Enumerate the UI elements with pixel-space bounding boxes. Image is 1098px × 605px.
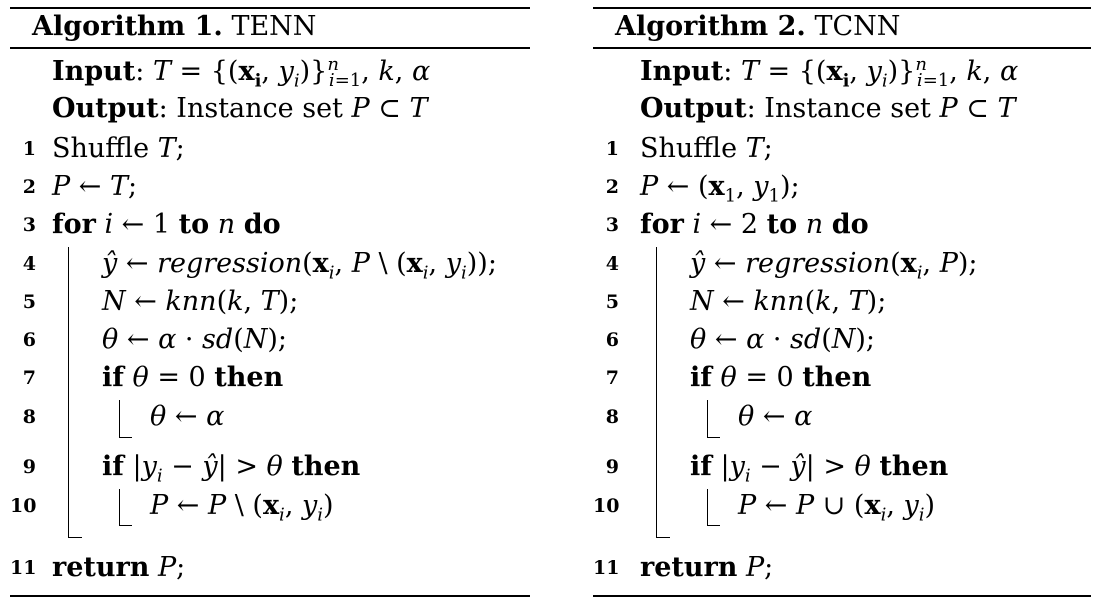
algorithm-line: if θ = 0 then	[690, 362, 872, 393]
if-block-foot	[707, 525, 720, 526]
algorithm-line: for i ← 2 to n do	[640, 209, 869, 240]
if-block-bar	[119, 400, 120, 437]
title-rule	[10, 47, 530, 49]
algorithm-line: return P;	[640, 552, 774, 583]
algorithm-line: return P;	[52, 552, 186, 583]
if-block-foot	[119, 525, 132, 526]
if-block-bar	[707, 400, 708, 437]
line-number: 1	[22, 138, 36, 160]
line-number: 4	[22, 253, 36, 275]
for-block-bar	[656, 247, 657, 537]
bottom-rule	[593, 595, 1091, 597]
line-number: 9	[22, 456, 36, 478]
algorithm-line: ŷ ← $regression(x_i$, P \ ($x_i$, $y_i$));	[102, 248, 497, 284]
title-rule	[593, 47, 1091, 49]
algorithm-line: for i ← 1 to n do	[52, 209, 281, 240]
algorithm-line: P ← T;	[52, 171, 138, 202]
line-number: 11	[593, 557, 620, 579]
if-block-bar	[707, 489, 708, 525]
line-number: 11	[10, 557, 37, 579]
line-number: 5	[605, 291, 619, 313]
algorithm-line: if $|y_i$ − ŷ| > θ then	[102, 451, 361, 487]
line-number: 8	[605, 406, 619, 428]
line-number: 6	[22, 329, 36, 351]
algorithm-title: Algorithm 1. TENN	[32, 11, 317, 42]
input-line: Input: $T = \{(x_i$, $y_i)\}^n_{i=1}$, k, α	[640, 54, 1019, 92]
line-number: 4	[605, 253, 619, 275]
output-line: Output: Instance set P ⊂ T	[640, 93, 1016, 124]
algorithm-line: N ← knn(k, T);	[102, 286, 299, 317]
line-number: 3	[22, 214, 36, 236]
for-block-foot	[656, 537, 670, 538]
algorithm-line: θ ← α · sd(N);	[690, 324, 875, 355]
if-block-bar	[119, 489, 120, 525]
output-line: Output: Instance set P ⊂ T	[52, 93, 428, 124]
algorithm-line: P ← ($x_1$, $y_1$);	[640, 171, 800, 207]
line-number: 1	[605, 138, 619, 160]
algorithm-line: θ ← α	[738, 401, 813, 432]
for-block-bar	[68, 247, 69, 537]
line-number: 3	[605, 214, 619, 236]
line-number: 8	[22, 406, 36, 428]
algorithm-1-box	[10, 0, 530, 605]
line-number: 2	[605, 176, 619, 198]
if-block-foot	[707, 437, 720, 438]
algorithm-line: N ← knn(k, T);	[690, 286, 887, 317]
line-number: 10	[593, 495, 620, 517]
algorithm-line: θ ← α	[150, 401, 225, 432]
algorithm-2-box	[593, 0, 1091, 605]
algorithm-line: Shuffle T;	[640, 133, 773, 164]
line-number: 7	[22, 367, 36, 389]
line-number: 10	[10, 495, 37, 517]
line-number: 9	[605, 456, 619, 478]
line-number: 7	[605, 367, 619, 389]
line-number: 5	[22, 291, 36, 313]
algorithm-line: Shuffle T;	[52, 133, 185, 164]
algorithm-line: θ ← α · sd(N);	[102, 324, 287, 355]
input-line: Input: $T = \{(x_i$, $y_i)\}^n_{i=1}$, k, α	[52, 54, 431, 92]
for-block-foot	[68, 537, 82, 538]
algorithm-title: Algorithm 2. TCNN	[615, 11, 901, 42]
algorithm-line: P ← P \ ($x_i$, $y_i$)	[150, 490, 334, 526]
line-number: 2	[22, 176, 36, 198]
algorithm-line: if θ = 0 then	[102, 362, 284, 393]
bottom-rule	[10, 595, 530, 597]
line-number: 6	[605, 329, 619, 351]
if-block-foot	[119, 437, 132, 438]
algorithm-line: P ← P ∪ ($x_i$, $y_i$)	[738, 490, 936, 526]
algorithm-line: if $|y_i$ − ŷ| > θ then	[690, 451, 949, 487]
algorithm-line: ŷ ← $regression(x_i$, P);	[690, 248, 978, 284]
